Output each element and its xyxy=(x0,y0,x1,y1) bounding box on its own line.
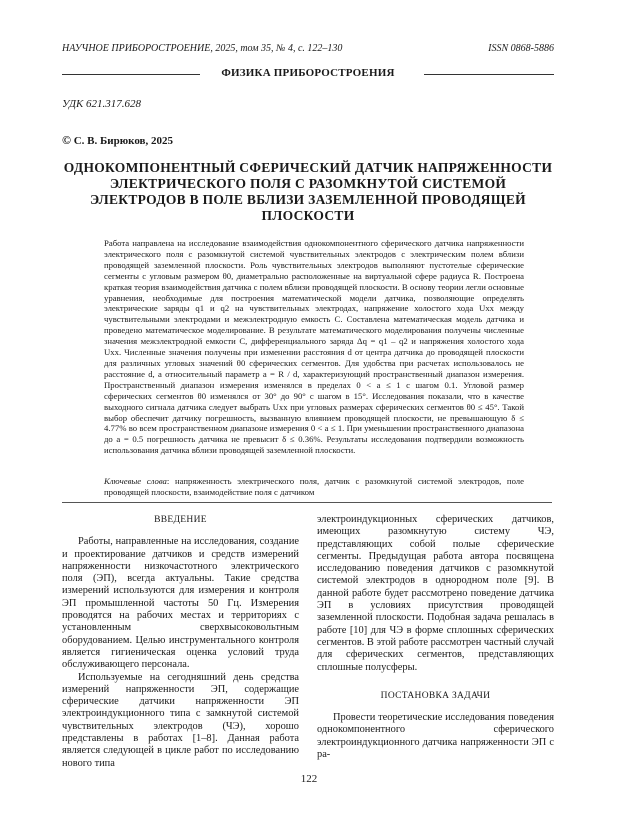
abstract-text: Работа направлена на исследование взаимодействия однокомпонентного сферического датчика напряженности электрического поля с разомкнутой системой чувствительных электродов с электрическим полем вблизи проводящей заземленной плоскости. Роль чувствительных электродов выполняют пустотелые сферические сегменты с угловым размером θ0, диаметрально расположенные на виртуальной сфере радиуса R. Построена краткая теория взаимодействия датчика с полем вблизи проводящей плоскости. В основу теории легли основные уравнения, необходимые для построения математической модели датчика, позволяющие определять электрические заряды q1 и q2 на чувствительных электродах, напряжение холостого хода Uxx между чувствительными электродами и межэлектродную емкость C. Составлена математическая модель датчика и проведено математическое моделирование. В результате математического моделирования получены численные значения межэлектродной емкости C, дифференциального заряда Δq = q1 – q2 и напряжения холостого хода Uxx. Численные значения получены при изменении расстояния d от центра датчика до проводящей плоскости для различных угловых значений θ0 сферических сегментов. Для удобства при расчетах использовалось не расстояние d, а относительный параметр a = R / d, характеризующий пространственный диапазон измерения. Пространственный диапазон измерения изменялся в пределах 0 < a ≤ 1 с шагом 0.1. Угловой размер сферических сегментов θ0 изменялся от 30° до 90° с шагом в 15°. Исследования показали, что в качестве выходного сигнала датчика следует выбрать Uxx при угловых размерах сферических сегментов θ0 ≤ 45°. Такой выбор обеспечит датчику погрешность, вызванную влиянием проводящей плоскости, не превышающую δ ≤ 4.77% во всем пространственном диапазоне измерения 0 < a ≤ 1. При уменьшении пространственного диапазона до a = 0.5 погрешность датчика не превысит δ ≤ 0.36%. Результаты исследования подтвердили возможность использования датчика вблизи проводящей заземленной плоскости. xyxy=(104,238,524,456)
section-title: ФИЗИКА ПРИБОРОСТРОЕНИЯ xyxy=(221,67,395,79)
intro-paragraph-2: Используемые на сегодняшний день средства измерений напряженности ЭП, содержащие сферические датчики напряженности ЭП электроиндукционного типа с замкнутой системой чувствительных электродов (ЧЭ), хорошо представлены в работах [1–8]. Данная работа является следующей в цикле работ по исследованию нового типа xyxy=(62,671,299,769)
journal-citation: НАУЧНОЕ ПРИБОРОСТРОЕНИЕ, 2025, том 35, № 4, с. 122–130 xyxy=(62,43,343,54)
problem-paragraph-1: Провести теоретические исследования поведения однокомпонентного сферического электроиндукционного датчика напряженности ЭП с ра- xyxy=(317,712,554,761)
running-header xyxy=(62,43,554,54)
keywords xyxy=(104,476,524,498)
column-right xyxy=(317,514,554,761)
author-line xyxy=(62,133,173,148)
page-number: 122 xyxy=(300,773,318,785)
intro-heading: ВВЕДЕНИЕ xyxy=(154,515,207,525)
section-banner xyxy=(62,67,554,81)
article-title: ОДНОКОМПОНЕНТНЫЙ СФЕРИЧЕСКИЙ ДАТЧИК НАПРЯЖЕННОСТИ ЭЛЕКТРИЧЕСКОГО ПОЛЯ С РАЗОМКНУТОЙ СИСТЕМОЙ ЭЛЕКТРОДОВ В ПОЛЕ ВБЛИЗИ ЗАЗЕМЛЕННОЙ ПРОВОДЯЩЕЙ ПЛОСКОСТИ xyxy=(63,160,553,223)
issn: ISSN 0868-5886 xyxy=(488,43,554,54)
keywords-label: Ключевые слова xyxy=(104,476,167,486)
divider xyxy=(62,502,552,503)
problem-heading: ПОСТАНОВКА ЗАДАЧИ xyxy=(380,690,491,701)
intro-paragraph-1: Работы, направленные на исследования, создание и проектирование датчиков и средств измерений напряженности низкочастотного электрического поля (ЭП), всегда актуальны. Такие средства измерений используются для измерения и контроля ЭП промышленной частоты 50 Гц. Измерения проводятся на рабочих местах и территориях с установленным сверхвысоковольтным оборудованием. Целью инструментального контроля является гигиеническая оценка условий труда обслуживающего персонала. xyxy=(62,536,299,671)
author-name: С. В. Бирюков, 2025 xyxy=(73,135,173,147)
udk-code: УДК 621.317.628 xyxy=(62,98,142,110)
intro-paragraph-3: электроиндукционных сферических датчиков, имеющих разомкнутую систему ЧЭ, представляющих собой полые сферические сегменты. Предыдущая работа автора посвящена исследованию поведения датчиков с разомкнутой системой электродов в однородном поле [9]. В данной работе будет рассмотрено поведение датчика ЭП в условиях присутствия проводящей заземленной плоскости. Подобная задача решалась в работе [10] для ЧЭ в форме сплошных сферических сегментов. В этой работе рассмотрен частный случай для сферических сегментов, представляющих сплошные полусферы. xyxy=(317,514,554,673)
abstract xyxy=(104,238,524,456)
column-left xyxy=(62,514,299,770)
keywords-text: : напряженность электрического поля, датчик с разомкнутой системой электродов, поле проводящей плоскости, взаимодействие поля с датчиком xyxy=(104,476,524,497)
section-rule-right xyxy=(424,74,554,75)
copyright-icon: © xyxy=(62,133,71,147)
